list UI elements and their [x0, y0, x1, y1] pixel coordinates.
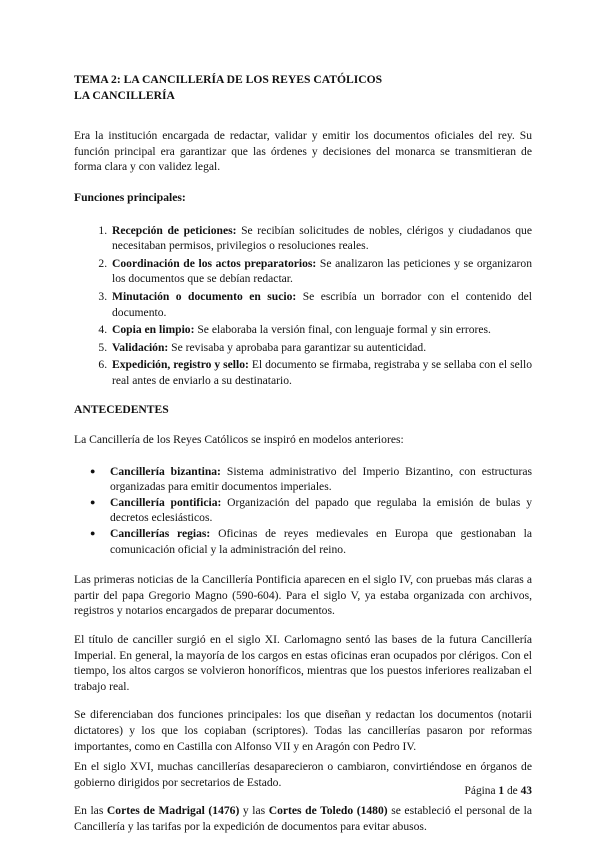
bullet-icon: ●	[90, 496, 96, 507]
antecedentes-list	[74, 464, 532, 558]
item-term: Validación:	[112, 340, 169, 354]
item-term: Cancillería pontificia:	[110, 495, 222, 509]
bullet-icon: ●	[90, 465, 96, 476]
text-span: En las	[74, 804, 107, 818]
current-page: 1	[498, 785, 505, 797]
cortes-toledo: Cortes de Toledo (1480)	[268, 804, 388, 818]
item-term: Cancillerías regias:	[110, 527, 211, 541]
paragraph-siglo-xvi: En el siglo XVI, muchas cancillerías desaparecieron o cambiaron, convirtiéndose en órganos de gobierno dirigidos por secretarios de Estado.	[74, 760, 532, 789]
item-text: Sistema administrativo del Imperio Bizantino, con estructuras organizadas para emitir documentos imperiales.	[110, 464, 533, 494]
antecedentes-heading: ANTECEDENTES	[74, 402, 169, 416]
funciones-heading: Funciones principales:	[74, 190, 186, 204]
list-item	[110, 289, 532, 320]
list-item	[110, 340, 532, 356]
paragraph-canciller: El título de canciller surgió en el siglo XI. Carlomagno sentó las bases de la futura Cancillería Imperial. En general, la mayoría de los cargos en estas oficinas eran ocupados por clérigos. Con el tiempo, los altos cargos se volvieron honoríficos, mientras que los puestos inferiores realizaban el trabajo real.	[74, 633, 532, 693]
item-text: Oficinas de reyes medievales en Europa que gestionaban la comunicación oficial y la administración del reino.	[110, 527, 532, 556]
document-title	[74, 72, 532, 103]
item-term: Cancillería bizantina:	[110, 464, 221, 478]
list-item	[90, 526, 532, 557]
list-item	[110, 223, 532, 254]
list-item	[90, 495, 532, 526]
list-item	[90, 464, 533, 495]
item-text: Se recibían solicitudes de nobles, clérigos y ciudadanos que necesitaban permisos, privilegios o resoluciones reales.	[112, 223, 532, 253]
item-text: Se escribía un borrador con el contenido del documento.	[112, 289, 532, 319]
document-page	[74, 72, 532, 835]
item-term: Recepción de peticiones:	[112, 223, 237, 237]
list-item	[110, 256, 532, 287]
text-span: se estableció el personal de la Cancillería y las tarifas por la expedición de documentos para evitar abusos.	[74, 804, 533, 833]
page-number	[465, 784, 532, 800]
page-separator: de	[506, 785, 518, 797]
total-pages: 43	[520, 785, 532, 797]
item-term: Coordinación de los actos preparatorios:	[112, 256, 317, 270]
title-line-1: TEMA 2: LA CANCILLERÍA DE LOS REYES CATÓLICOS	[74, 73, 383, 86]
item-text: El documento se firmaba, registraba y se sellaba con el sello real antes de enviarlo a su destinatario.	[112, 358, 532, 387]
page-label: Página	[464, 785, 496, 797]
list-item	[110, 357, 532, 388]
item-term: Copia en limpio:	[112, 323, 195, 337]
item-text: Se analizaron las peticiones y se organizaron los documentos que se debían redactar.	[112, 256, 532, 286]
item-term: Expedición, registro y sello:	[112, 358, 249, 372]
cortes-madrigal: Cortes de Madrigal (1476)	[106, 804, 240, 818]
paragraph-cortes	[74, 803, 532, 834]
text-span: y las	[239, 804, 269, 818]
funciones-list	[74, 223, 532, 389]
paragraph-funciones: Se diferenciaban dos funciones principales: los que diseñan y redactan los documentos (notarii dictatores) y los que los copiaban (scriptores). Todas las cancillerías pasaron por reformas importantes, como en Castilla con Alfonso VII y en Aragón con Pedro IV.	[74, 708, 532, 753]
bullet-icon: ●	[90, 528, 96, 539]
title-line-2: LA CANCILLERÍA	[74, 88, 175, 102]
antecedentes-intro: La Cancillería de los Reyes Católicos se inspiró en modelos anteriores:	[74, 433, 404, 447]
paragraph-pontificia: Las primeras noticias de la Cancillería Pontificia aparecen en el siglo IV, con pruebas más claras a partir del papa Gregorio Magno (590-604). Para el siglo V, ya estaba organizada con archivos, registros y notarios encargados de preparar documentos.	[74, 573, 532, 618]
item-text: Se revisaba y aprobaba para garantizar su autenticidad.	[168, 340, 427, 354]
item-text: Se elaboraba la versión final, con lenguaje formal y sin errores.	[194, 323, 491, 337]
item-text: Organización del papado que regulaba la emisión de bulas y decretos eclesiásticos.	[110, 495, 532, 525]
intro-paragraph: Era la institución encargada de redactar, validar y emitir los documentos oficiales del rey. Su función principal era garantizar que las órdenes y decisiones del monarca se transmitieran de forma clara y con validez legal.	[74, 129, 532, 174]
list-item	[110, 322, 532, 338]
item-term: Minutación o documento en sucio:	[112, 289, 297, 303]
